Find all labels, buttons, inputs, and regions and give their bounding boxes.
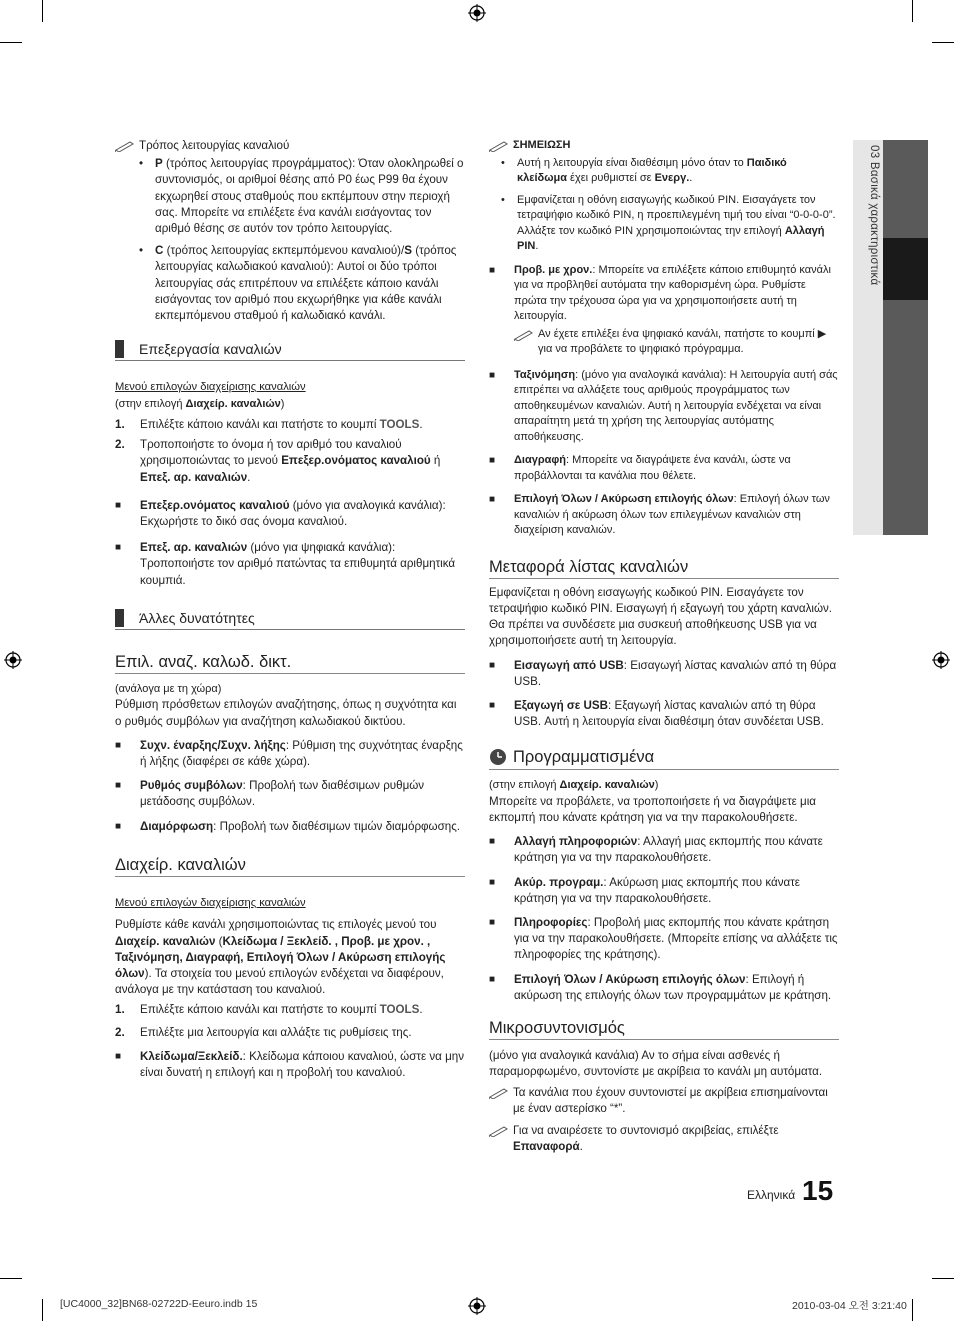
list-item: ■ Εξαγωγή σε USB: Εξαγωγή λίστας καναλιών από τη θύρα USB. Αυτή η λειτουργία είναι διαθέσιμη όταν συνδέεται USB. (489, 698, 824, 729)
list-item: ■ Πληροφορίες: Προβολή μιας εκπομπής που κάνατε κράτηση για να την παρακολουθήσετε. (Μπορείτε επίσης να αλλάξετε τις πληροφορίες της κράτησης). (489, 916, 838, 962)
note (115, 138, 465, 154)
section-title: Μεταφορά λίστας καναλιών (489, 559, 839, 579)
step: 1. Επιλέξτε κάποιο κανάλι και πατήστε το κουμπί TOOLS. (115, 1003, 423, 1017)
registration-mark-icon (468, 1297, 486, 1315)
left-column (115, 138, 465, 1081)
page-number: 15 (802, 1175, 834, 1206)
chapter-tab-marker (883, 238, 928, 300)
list-item: ■ Επιλογή Όλων / Ακύρωση επιλογής όλων: Επιλογή ή ακύρωση της επιλογής όλων των προγραμμάτων με κράτηση. (489, 972, 832, 1002)
note-text: Τα κανάλια που έχουν συντονιστεί με ακρίβεια επισημαίνονται με έναν αστερίσκο “*”. (513, 1085, 828, 1115)
paragraph: Εμφανίζεται η οθόνη εισαγωγής κωδικού PIN. Εισαγάγετε τον τετραψήφιο κωδικό PIN. Εισαγωγή ή εξαγωγή του χάρτη καναλιών. Θα πρέπει να συνδέσετε μια συσκευή αποθήκευσης USB για να χρησιμοποιήσετε αυτή τη λειτουργία. (489, 585, 833, 648)
paragraph: Ρύθμιση πρόσθετων επιλογών αναζήτησης, όπως η συχνότητα και ο ρυθμός συμβόλων για αναζήτηση καλωδιακού δικτύου. (115, 698, 457, 728)
list-item: • Εμφανίζεται η οθόνη εισαγωγής κωδικού PIN. Εισαγάγετε τον τετραψήφιο κωδικό PIN, η προεπιλεγμένη τιμή του είναι “0-0-0-0”. Αλλάξτε τον κωδικό PIN χρησιμοποιώντας την επιλογή Αλλαγή PIN. (499, 193, 839, 255)
menu-label: Μενού επιλογών διαχείρισης καναλιών (115, 897, 306, 910)
list-item: ■ Επιλογή Όλων / Ακύρωση επιλογής όλων: Επιλογή όλων των καναλιών ή ακύρωση όλων των επιλεγμένων καναλιών στη διαχείριση καναλιών. (489, 493, 830, 536)
list-item: ■ Διαγραφή: Μπορείτε να διαγράψετε ένα κανάλι, ώστε να προβάλλονται τα κανάλια που θέλετε. (489, 454, 791, 482)
paragraph: (μόνο για αναλογικά κανάλια) Αν το σήμα είναι ασθενές ή παραμορφωμένο, συντονίστε με ακρίβεια το κανάλι μη αυτόματα. (489, 1049, 823, 1079)
registration-mark-icon (4, 651, 22, 669)
mode-list (115, 156, 465, 324)
note-text: Τρόπος λειτουργίας καναλιού (139, 139, 290, 152)
note (489, 138, 839, 154)
page-language: Ελληνικά (747, 1188, 796, 1202)
list-item: ■ Προβ. με χρον.: Μπορείτε να επιλέξετε κάποιο επιθυμητό κανάλι για να προβληθεί αυτόματα την καθορισμένη ώρα. Ρυθμίστε πρώτα την τρέχουσα ώρα για να χρησιμοποιήσετε αυτή τη λειτουργία. (489, 263, 831, 322)
list-item: ■ Επεξερ.ονόματος καναλιού (μόνο για αναλογικά κανάλια): Εκχωρήστε το δικό σας όνομα καναλιού. (115, 498, 446, 528)
note (489, 327, 839, 358)
pencil-icon (115, 140, 135, 152)
note-text: Για να αναιρέσετε το συντονισμό ακριβείας, επιλέξτε Επαναφορά. (513, 1124, 779, 1154)
footer-file: [UC4000_32]BN68-02722D-Eeuro.indb 15 (60, 1298, 258, 1310)
pencil-icon (514, 329, 534, 341)
note (489, 1085, 839, 1117)
footer-date: 2010-03-04 오전 3:21:40 (792, 1300, 907, 1312)
paragraph: Ρυθμίστε κάθε κανάλι χρησιμοποιώντας τις επιλογές μενού του Διαχείρ. καναλιών (Κλείδωμα / Ξεκλείδ. , Προβ. με χρον. , Ταξινόμηση, Διαγραφή, Επιλογή Όλων / Ακύρωση επιλογής όλων). Τα στοιχεία του μενού επιλογών ενδέχεται να διαφέρουν, ανάλογα με την κατάσταση του καναλιού. (115, 918, 446, 997)
list-item: ■ Διαμόρφωση: Προβολή των διαθέσιμων τιμών διαμόρφωσης. (115, 819, 461, 833)
pencil-icon (489, 140, 509, 152)
step: 2. Τροποποιήστε το όνομα ή τον αριθμό του καναλιού χρησιμοποιώντας το μενού Επεξερ.ονόματος καναλιού ή Επεξ. αρ. καναλιών. (115, 438, 441, 484)
list-item: ■ Επεξ. αρ. καναλιών (μόνο για ψηφιακά κανάλια): Τροποποιήστε τον αριθμό πατώντας τα επιθυμητά αριθμητικά κουμπιά. (115, 541, 456, 587)
chapter-tab-strip (883, 140, 928, 535)
pencil-icon (489, 1125, 509, 1137)
section-heading: Άλλες δυνατότητες (115, 609, 465, 630)
list-item: ■ Ταξινόμηση: (μόνο για αναλογικά κανάλια): Η λειτουργία αυτή σάς επιτρέπει να αλλάξετε τους αριθμούς προγράμματος των αποθηκευμένων καναλιών. Αυτή η λειτουργία ενδέχεται να είναι απαραίτητη μετά τη χρήση της λειτουργίας αυτόματης αποθήκευσης. (489, 368, 838, 443)
paragraph: Μπορείτε να προβάλετε, να τροποποιήσετε ή να διαγράψετε μια εκπομπή που κάνατε κράτηση για να την παρακολουθήσετε. (489, 794, 817, 825)
section-heading: Επεξεργασία καναλιών (115, 340, 465, 361)
registration-mark-icon (932, 651, 950, 669)
right-column (489, 138, 839, 1155)
pencil-icon (489, 1087, 509, 1099)
list-item: ■ Ακύρ. προγραμ.: Ακύρωση μιας εκπομπής που κάνατε κράτηση για να την παρακολουθήσετε. (489, 875, 800, 905)
context-text: (στην επιλογή Διαχείρ. καναλιών) (115, 398, 285, 411)
list-item: • C (τρόπος λειτουργίας εκπεμπόμενου καναλιού)/S (τρόπος λειτουργίας καλωδιακού καναλιού): Αυτοί οι δύο τρόποι λειτουργίας σάς επιτρέπουν να επιλέξετε κάποιο κανάλι εισάγοντας τον αριθμό που εκχωρήθηκε για κάθε κανάλι εκπεμπόμενου σταθμού ή καλωδιακό κανάλι. (137, 243, 465, 324)
list-item: ■ Κλείδωμα/Ξεκλείδ.: Κλείδωμα κάποιου καναλιού, ώστε να μην είναι δυνατή η επιλογή και η προβολή του καναλιού. (115, 1049, 465, 1079)
list-item: ■ Συχν. έναρξης/Συχν. λήξης: Ρύθμιση της συχνότητας έναρξης ή λήξης (διαφέρει σε κάθε χώρα). (115, 738, 463, 769)
list-item: • P (τρόπος λειτουργίας προγράμματος): Όταν ολοκληρωθεί ο συντονισμός, οι αριθμοί θέσης από P0 έως P99 θα έχουν εκχωρηθεί στους σταθμούς που εκπέμπουν στην περιοχή σας. Μπορείτε να επιλέξετε ένα κανάλι εισάγοντας τον αριθμό θέσης σε αυτόν τον τρόπο λειτουργίας. (137, 156, 465, 237)
menu-label: Μενού επιλογών διαχείρισης καναλιών (115, 381, 306, 394)
chapter-tab-label: 03 Βασικά χαρακτηριστικά (868, 145, 880, 286)
registration-mark-icon (468, 4, 486, 22)
section-title: Προγραμματισμένα (489, 748, 839, 770)
note-text: Αν έχετε επιλέξει ένα ψηφιακό κανάλι, πατήστε το κουμπί ▶ για να προβάλετε το ψηφιακό πρόγραμμα. (538, 327, 827, 355)
context-text: (στην επιλογή Διαχείρ. καναλιών) (489, 779, 659, 792)
list-item: ■ Αλλαγή πληροφοριών: Αλλαγή μιας εκπομπής που κάνατε κράτηση για να την παρακολουθήσετε. (489, 835, 823, 865)
section-title: Μικροσυντονισμός (489, 1020, 839, 1040)
list-item: ■ Εισαγωγή από USB: Εισαγωγή λίστας καναλιών από τη θύρα USB. (489, 658, 837, 688)
list-item: ■ Ρυθμός συμβόλων: Προβολή των διαθέσιμων ρυθμών μετάδοσης συμβόλων. (115, 779, 425, 809)
context-text: (ανάλογα με τη χώρα) (115, 682, 222, 695)
step: 2. Επιλέξτε μια λειτουργία και αλλάξτε τις ρυθμίσεις της. (115, 1025, 412, 1039)
list-item: • Αυτή η λειτουργία είναι διαθέσιμη μόνο όταν το Παιδικό κλείδωμα έχει ρυθμιστεί σε Ενεργ.. (499, 156, 839, 187)
note (489, 1123, 839, 1155)
section-title: Επιλ. αναζ. καλωδ. δικτ. (115, 654, 465, 674)
clock-icon (489, 748, 507, 766)
step: 1. Επιλέξτε κάποιο κανάλι και πατήστε το κουμπί TOOLS. (115, 417, 423, 431)
note-title: ΣΗΜΕΙΩΣΗ (513, 139, 571, 151)
section-title: Διαχείρ. καναλιών (115, 857, 465, 877)
note-list (489, 156, 839, 255)
